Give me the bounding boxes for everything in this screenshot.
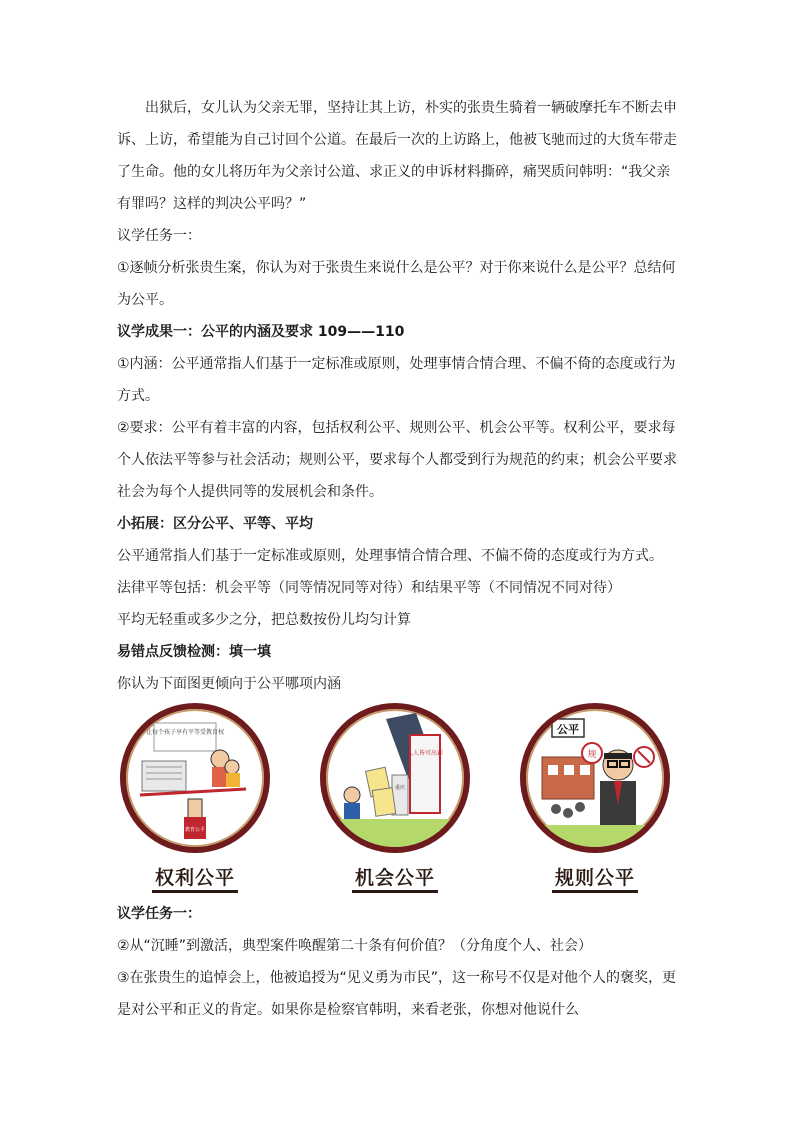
extension-equal: 法律平等包括：机会平等（同等情况同等对待）和结果平等（不同情况不同对待） (117, 580, 621, 596)
rights-tag-text: 教育公平 (184, 827, 206, 833)
result-requirement: ②要求：公平有着丰富的内容，包括权利公平、规则公平、机会公平等。权利公平，要求每个人依法平等参与社会活动；规则公平，要求每个人都受到行为规范的约束；机会公平要求社会为每个人提供同等的发展机会和条件。 (117, 420, 677, 500)
caption-opportunity-fairness: 机会公平 (352, 867, 438, 893)
document-body (117, 92, 679, 700)
rule-sign-text: 公平 (557, 723, 579, 736)
extension-average: 平均无轻重或多少之分，把总数按份儿均匀计算 (117, 612, 411, 628)
rule-tag-text: 规 (587, 750, 597, 760)
result-heading: 议学成果一：公平的内涵及要求 109——110 (117, 324, 405, 340)
result-meaning: ①内涵：公平通常指人们基于一定标准或原则，处理事情合情合理、不偏不倚的态度或行为方式。 (117, 356, 676, 404)
opportunity-fairness-illustration (320, 703, 470, 853)
check-heading: 易错点反馈检测：填一填 (117, 644, 271, 660)
task1-question-3: ③在张贵生的追悼会上，他被追授为“见义勇为市民”，这一称号不仅是对他个人的褒奖，更是对公平和正义的肯定。如果你是检察官韩明，来看老张，你想对他说什么 (117, 970, 677, 1018)
opportunity-tag-text: 重庆 (394, 785, 406, 791)
task1-heading-repeat: 议学任务一： (117, 906, 201, 922)
figure-rule-fairness (520, 703, 670, 893)
task1-heading: 议学任务一： (117, 228, 201, 244)
bottom-section (117, 898, 679, 1026)
caption-rights-fairness: 权利公平 (152, 867, 238, 893)
figure-opportunity-fairness (320, 703, 470, 893)
figure-rights-fairness (120, 703, 270, 893)
rights-sign-text: 让每个孩子享有平等受教育权 (145, 729, 225, 736)
figure-row (120, 703, 680, 893)
opportunity-sign-text: 人人皆可出彩 (406, 750, 444, 757)
story-paragraph: 出狱后，女儿认为父亲无罪，坚持让其上访，朴实的张贵生骑着一辆破摩托车不断去申诉、上访，希望能为自己讨回个公道。在最后一次的上访路上，他被飞驰而过的大货车带走了生命。他的女儿将历年为父亲讨公道、求正义的申诉材料撕碎，痛哭质问韩明：“我父亲有罪吗？这样的判决公平吗？” (117, 100, 677, 212)
check-question: 你认为下面图更倾向于公平哪项内涵 (117, 676, 341, 692)
task1-question-1: ①逐帧分析张贵生案，你认为对于张贵生来说什么是公平？对于你来说什么是公平？总结何为公平。 (117, 260, 676, 308)
rule-fairness-illustration (520, 703, 670, 853)
extension-heading: 小拓展：区分公平、平等、平均 (117, 516, 313, 532)
extension-fair: 公平通常指人们基于一定标准或原则，处理事情合情合理、不偏不倚的态度或行为方式。 (117, 548, 663, 564)
rights-fairness-illustration (120, 703, 270, 853)
caption-rule-fairness: 规则公平 (552, 867, 638, 893)
task1-question-2: ②从“沉睡”到激活，典型案件唤醒第二十条有何价值？（分角度个人、社会） (117, 938, 593, 954)
